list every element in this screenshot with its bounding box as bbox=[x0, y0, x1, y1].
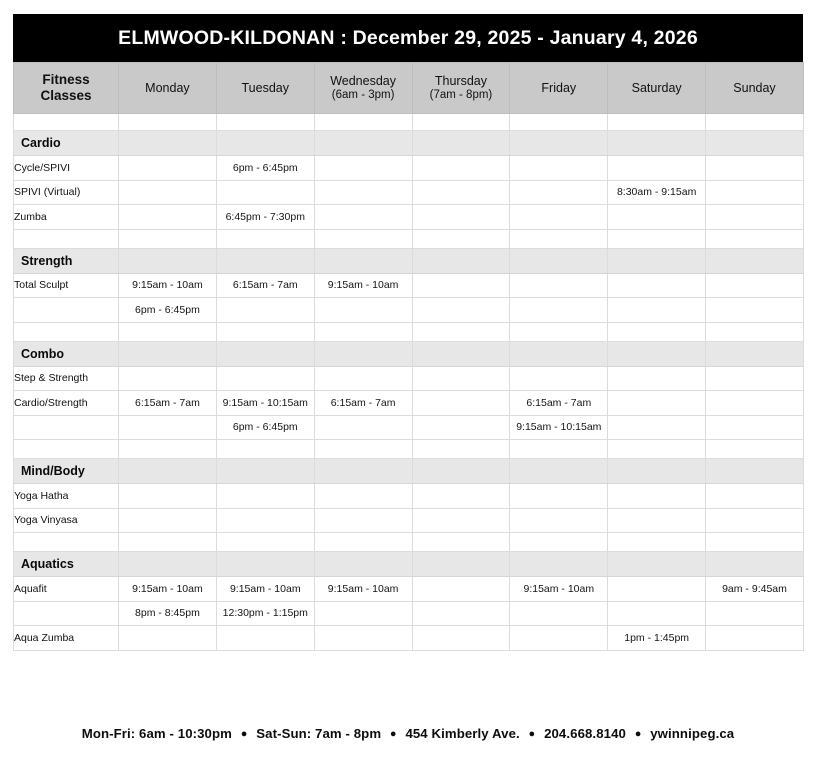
section-title: Strength bbox=[14, 248, 119, 273]
class-time-cell bbox=[412, 391, 510, 416]
section-header-cell bbox=[510, 341, 608, 366]
class-name-cell: Aqua Zumba bbox=[14, 626, 119, 651]
class-time-cell bbox=[412, 366, 510, 391]
column-header-sunday bbox=[706, 63, 804, 114]
class-time-cell: 6:45pm - 7:30pm bbox=[216, 205, 314, 230]
column-header-monday bbox=[119, 63, 217, 114]
footer-separator-icon: ● bbox=[389, 728, 397, 740]
spacer-cell bbox=[510, 322, 608, 341]
spacer-cell bbox=[706, 114, 804, 131]
spacer-cell bbox=[510, 440, 608, 459]
section-header-cell bbox=[608, 131, 706, 156]
class-time-cell: 9:15am - 10:15am bbox=[510, 415, 608, 440]
spacer-cell bbox=[119, 322, 217, 341]
spacer-cell bbox=[608, 322, 706, 341]
spacer-cell bbox=[314, 229, 412, 248]
class-time-cell: 12:30pm - 1:15pm bbox=[216, 601, 314, 626]
class-time-cell bbox=[119, 484, 217, 509]
class-name-cell: Cardio/Strength bbox=[14, 391, 119, 416]
spacer-cell bbox=[216, 533, 314, 552]
spacer-cell bbox=[510, 533, 608, 552]
footer-segment-phone: 204.668.8140 bbox=[544, 726, 626, 741]
section-header-cell bbox=[412, 552, 510, 577]
class-time-cell bbox=[412, 626, 510, 651]
column-header-label: Monday bbox=[145, 81, 190, 95]
spacer-cell bbox=[216, 322, 314, 341]
class-time-cell bbox=[706, 415, 804, 440]
class-time-cell bbox=[608, 156, 706, 181]
section-title: Cardio bbox=[14, 131, 119, 156]
column-header-tuesday bbox=[216, 63, 314, 114]
class-time-cell bbox=[510, 205, 608, 230]
spacer-cell bbox=[706, 440, 804, 459]
class-time-cell bbox=[216, 298, 314, 323]
class-time-cell bbox=[119, 415, 217, 440]
class-time-cell: 8:30am - 9:15am bbox=[608, 180, 706, 205]
class-name-cell: Aquafit bbox=[14, 577, 119, 602]
table-row bbox=[14, 205, 804, 230]
column-header-label: Thursday bbox=[434, 74, 487, 88]
class-time-cell bbox=[119, 626, 217, 651]
class-time-cell bbox=[608, 601, 706, 626]
spacer-cell bbox=[119, 229, 217, 248]
class-time-cell bbox=[510, 508, 608, 533]
table-row bbox=[14, 273, 804, 298]
class-time-cell bbox=[706, 601, 804, 626]
class-time-cell bbox=[412, 273, 510, 298]
section-header-cell bbox=[119, 459, 217, 484]
class-time-cell bbox=[608, 205, 706, 230]
section-header-cell bbox=[412, 459, 510, 484]
spacer-cell bbox=[314, 533, 412, 552]
section-header-row bbox=[14, 341, 804, 366]
spacer-cell bbox=[706, 322, 804, 341]
section-header-cell bbox=[510, 552, 608, 577]
section-header-cell bbox=[706, 131, 804, 156]
class-time-cell bbox=[706, 508, 804, 533]
section-header-cell bbox=[706, 341, 804, 366]
column-header-wednesday bbox=[314, 63, 412, 114]
footer-info bbox=[0, 726, 816, 741]
schedule-table bbox=[13, 62, 804, 651]
spacer-cell bbox=[14, 440, 119, 459]
class-time-cell bbox=[412, 298, 510, 323]
spacer-cell bbox=[216, 440, 314, 459]
spacer-cell bbox=[412, 114, 510, 131]
section-header-cell bbox=[608, 552, 706, 577]
class-time-cell bbox=[412, 484, 510, 509]
class-time-cell bbox=[706, 273, 804, 298]
class-time-cell bbox=[412, 180, 510, 205]
spacer-cell bbox=[119, 114, 217, 131]
section-header-cell bbox=[216, 341, 314, 366]
class-time-cell: 9:15am - 10:15am bbox=[216, 391, 314, 416]
table-row bbox=[14, 415, 804, 440]
section-header-row bbox=[14, 248, 804, 273]
section-header-cell bbox=[608, 459, 706, 484]
class-name-cell: Zumba bbox=[14, 205, 119, 230]
class-time-cell: 9am - 9:45am bbox=[706, 577, 804, 602]
class-time-cell bbox=[314, 601, 412, 626]
table-row bbox=[14, 366, 804, 391]
class-time-cell bbox=[119, 156, 217, 181]
class-time-cell bbox=[608, 508, 706, 533]
class-time-cell bbox=[314, 626, 412, 651]
spacer-cell bbox=[412, 322, 510, 341]
spacer-cell bbox=[119, 533, 217, 552]
class-name-cell bbox=[14, 298, 119, 323]
column-header-hours: (7am - 8pm) bbox=[429, 89, 493, 101]
spacer-row bbox=[14, 322, 804, 341]
title-bar bbox=[13, 14, 803, 62]
class-time-cell bbox=[706, 156, 804, 181]
class-time-cell bbox=[216, 180, 314, 205]
section-header-cell bbox=[706, 248, 804, 273]
class-time-cell bbox=[706, 205, 804, 230]
class-time-cell bbox=[510, 484, 608, 509]
class-time-cell: 1pm - 1:45pm bbox=[608, 626, 706, 651]
table-row bbox=[14, 601, 804, 626]
spacer-cell bbox=[14, 533, 119, 552]
section-header-cell bbox=[412, 131, 510, 156]
table-row bbox=[14, 484, 804, 509]
class-time-cell bbox=[119, 205, 217, 230]
spacer-cell bbox=[314, 440, 412, 459]
class-time-cell bbox=[314, 484, 412, 509]
class-time-cell: 6pm - 6:45pm bbox=[216, 415, 314, 440]
class-name-cell: Yoga Hatha bbox=[14, 484, 119, 509]
class-name-cell: Total Sculpt bbox=[14, 273, 119, 298]
class-time-cell bbox=[216, 366, 314, 391]
column-header-saturday bbox=[608, 63, 706, 114]
spacer-cell bbox=[216, 114, 314, 131]
class-time-cell bbox=[412, 577, 510, 602]
class-time-cell bbox=[608, 391, 706, 416]
column-header-label: Friday bbox=[541, 81, 577, 95]
spacer-cell bbox=[608, 440, 706, 459]
spacer-cell bbox=[14, 229, 119, 248]
class-time-cell bbox=[314, 298, 412, 323]
spacer-cell bbox=[706, 533, 804, 552]
section-header-cell bbox=[510, 459, 608, 484]
spacer-cell bbox=[706, 229, 804, 248]
class-time-cell bbox=[119, 180, 217, 205]
class-time-cell bbox=[510, 180, 608, 205]
section-title: Combo bbox=[14, 341, 119, 366]
class-time-cell bbox=[119, 508, 217, 533]
class-time-cell bbox=[706, 484, 804, 509]
section-header-cell bbox=[216, 552, 314, 577]
spacer-cell bbox=[608, 114, 706, 131]
column-header-label: Sunday bbox=[733, 81, 776, 95]
class-time-cell bbox=[314, 156, 412, 181]
spacer-cell bbox=[510, 114, 608, 131]
section-header-cell bbox=[216, 459, 314, 484]
class-time-cell bbox=[706, 366, 804, 391]
class-time-cell bbox=[314, 180, 412, 205]
class-time-cell: 9:15am - 10am bbox=[216, 577, 314, 602]
section-header-cell bbox=[119, 131, 217, 156]
class-time-cell: 6:15am - 7am bbox=[314, 391, 412, 416]
class-time-cell: 6:15am - 7am bbox=[119, 391, 217, 416]
class-time-cell bbox=[412, 508, 510, 533]
class-time-cell: 6pm - 6:45pm bbox=[119, 298, 217, 323]
section-header-cell bbox=[706, 459, 804, 484]
footer-segment-weekday-hours: Mon-Fri: 6am - 10:30pm bbox=[81, 726, 232, 741]
table-row bbox=[14, 180, 804, 205]
section-title: Aquatics bbox=[14, 552, 119, 577]
section-header-cell bbox=[119, 341, 217, 366]
class-time-cell bbox=[706, 180, 804, 205]
section-header-cell bbox=[412, 248, 510, 273]
table-row bbox=[14, 298, 804, 323]
class-time-cell bbox=[412, 415, 510, 440]
spacer-cell bbox=[412, 440, 510, 459]
class-time-cell bbox=[216, 508, 314, 533]
section-header-cell bbox=[412, 341, 510, 366]
footer-segment-address: 454 Kimberly Ave. bbox=[405, 726, 520, 741]
class-time-cell bbox=[510, 156, 608, 181]
class-time-cell: 9:15am - 10am bbox=[119, 577, 217, 602]
spacer-cell bbox=[119, 440, 217, 459]
table-body bbox=[14, 114, 804, 651]
column-header-label: Tuesday bbox=[241, 81, 289, 95]
footer-separator-icon: ● bbox=[528, 728, 536, 740]
class-time-cell bbox=[608, 298, 706, 323]
class-time-cell bbox=[412, 601, 510, 626]
section-header-cell bbox=[510, 248, 608, 273]
class-time-cell: 8pm - 8:45pm bbox=[119, 601, 217, 626]
spacer-cell bbox=[608, 229, 706, 248]
section-title: Mind/Body bbox=[14, 459, 119, 484]
class-time-cell bbox=[510, 298, 608, 323]
class-time-cell bbox=[314, 508, 412, 533]
class-time-cell: 9:15am - 10am bbox=[314, 577, 412, 602]
spacer-cell bbox=[608, 533, 706, 552]
spacer-row bbox=[14, 440, 804, 459]
class-time-cell bbox=[510, 366, 608, 391]
class-time-cell bbox=[608, 415, 706, 440]
class-time-cell bbox=[314, 205, 412, 230]
column-header-thursday bbox=[412, 63, 510, 114]
class-time-cell bbox=[706, 626, 804, 651]
spacer-cell bbox=[314, 114, 412, 131]
page-title: ELMWOOD-KILDONAN : December 29, 2025 - January 4, 2026 bbox=[118, 26, 698, 49]
class-time-cell bbox=[216, 484, 314, 509]
section-header-cell bbox=[314, 131, 412, 156]
section-header-row bbox=[14, 131, 804, 156]
class-time-cell bbox=[706, 391, 804, 416]
column-header-fitness-classes bbox=[14, 63, 119, 114]
spacer-row bbox=[14, 533, 804, 552]
section-header-row bbox=[14, 459, 804, 484]
section-header-cell bbox=[216, 248, 314, 273]
spacer-cell bbox=[14, 114, 119, 131]
footer-segment-website: ywinnipeg.ca bbox=[650, 726, 735, 741]
section-header-cell bbox=[119, 248, 217, 273]
spacer-cell bbox=[412, 533, 510, 552]
class-time-cell bbox=[412, 156, 510, 181]
column-header-label: Fitness Classes bbox=[40, 72, 92, 103]
class-time-cell bbox=[510, 601, 608, 626]
section-header-cell bbox=[314, 341, 412, 366]
section-header-cell bbox=[706, 552, 804, 577]
section-header-cell bbox=[314, 248, 412, 273]
column-header-hours: (6am - 3pm) bbox=[331, 89, 395, 101]
section-header-cell bbox=[608, 341, 706, 366]
column-header-label: Wednesday bbox=[330, 74, 396, 88]
class-time-cell: 6:15am - 7am bbox=[510, 391, 608, 416]
table-header bbox=[14, 63, 804, 114]
class-time-cell: 9:15am - 10am bbox=[119, 273, 217, 298]
class-time-cell bbox=[216, 626, 314, 651]
section-header-cell bbox=[608, 248, 706, 273]
class-time-cell bbox=[510, 626, 608, 651]
class-name-cell: Cycle/SPIVI bbox=[14, 156, 119, 181]
table-row bbox=[14, 626, 804, 651]
header-row bbox=[14, 63, 804, 114]
spacer-cell bbox=[314, 322, 412, 341]
class-name-cell bbox=[14, 415, 119, 440]
table-row bbox=[14, 577, 804, 602]
section-header-cell bbox=[216, 131, 314, 156]
class-time-cell: 9:15am - 10am bbox=[510, 577, 608, 602]
spacer-cell bbox=[216, 229, 314, 248]
section-header-cell bbox=[314, 552, 412, 577]
class-time-cell: 9:15am - 10am bbox=[314, 273, 412, 298]
class-name-cell bbox=[14, 601, 119, 626]
spacer-row bbox=[14, 229, 804, 248]
class-time-cell: 6pm - 6:45pm bbox=[216, 156, 314, 181]
column-header-friday bbox=[510, 63, 608, 114]
section-header-cell bbox=[510, 131, 608, 156]
table-row bbox=[14, 391, 804, 416]
spacer-cell bbox=[510, 229, 608, 248]
class-name-cell: SPIVI (Virtual) bbox=[14, 180, 119, 205]
table-row bbox=[14, 508, 804, 533]
schedule-sheet bbox=[13, 14, 803, 651]
class-time-cell bbox=[608, 366, 706, 391]
spacer-cell bbox=[412, 229, 510, 248]
class-time-cell bbox=[314, 415, 412, 440]
section-header-cell bbox=[119, 552, 217, 577]
column-header-label: Saturday bbox=[631, 81, 682, 95]
class-time-cell bbox=[412, 205, 510, 230]
footer-segment-weekend-hours: Sat-Sun: 7am - 8pm bbox=[256, 726, 382, 741]
class-time-cell bbox=[608, 273, 706, 298]
class-time-cell: 6:15am - 7am bbox=[216, 273, 314, 298]
class-time-cell bbox=[608, 577, 706, 602]
spacer-cell bbox=[14, 322, 119, 341]
class-name-cell: Yoga Vinyasa bbox=[14, 508, 119, 533]
footer-separator-icon: ● bbox=[240, 728, 248, 740]
table-row bbox=[14, 156, 804, 181]
class-time-cell bbox=[706, 298, 804, 323]
spacer-row bbox=[14, 114, 804, 131]
section-header-cell bbox=[314, 459, 412, 484]
class-time-cell bbox=[608, 484, 706, 509]
class-time-cell bbox=[510, 273, 608, 298]
section-header-row bbox=[14, 552, 804, 577]
class-time-cell bbox=[314, 366, 412, 391]
class-time-cell bbox=[119, 366, 217, 391]
footer-separator-icon: ● bbox=[634, 728, 642, 740]
class-name-cell: Step & Strength bbox=[14, 366, 119, 391]
